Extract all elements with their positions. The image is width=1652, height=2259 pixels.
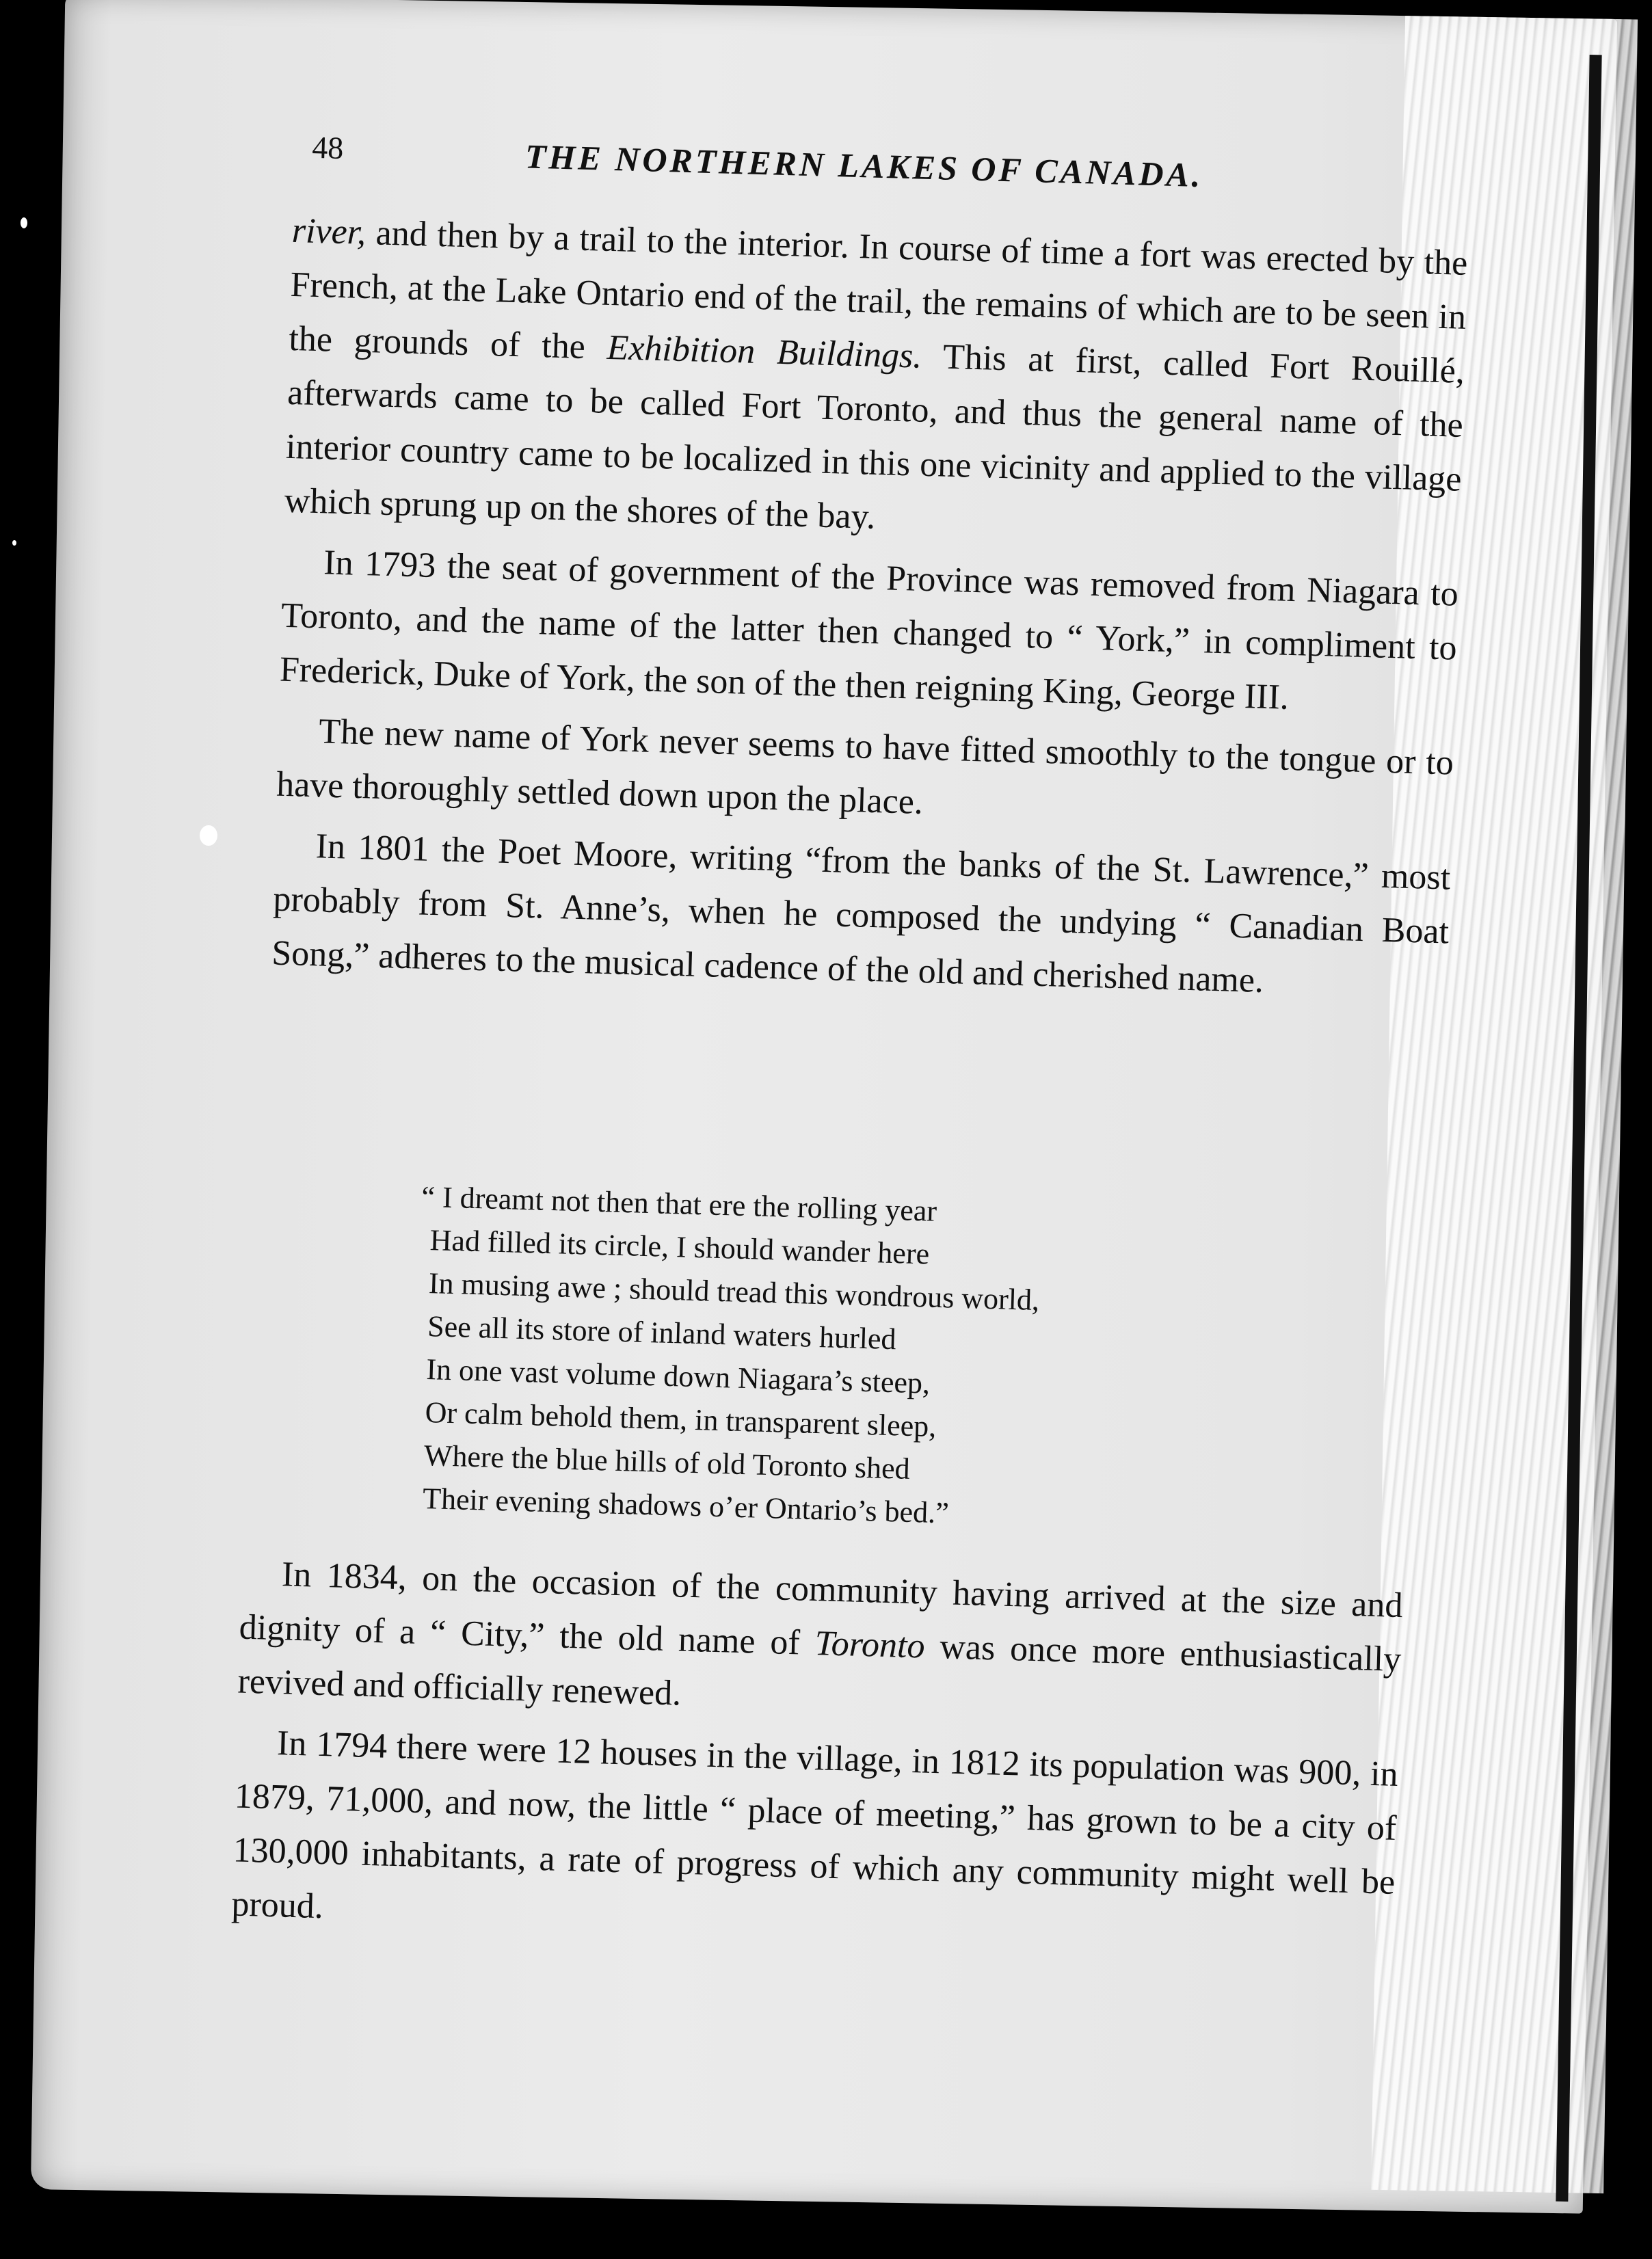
body-text-upper (271, 204, 1468, 1013)
body-text-lower (230, 1547, 1403, 1964)
poem-line: Their evening shadows o’er Ontario’s bed.” (422, 1481, 950, 1530)
paragraph (279, 535, 1459, 730)
paragraph (230, 1715, 1398, 1964)
text-run: In 1834, on the occasion of the community having arrived at the size and dignity of a “ City,” the old name of (239, 1555, 1404, 1663)
paragraph (237, 1547, 1404, 1741)
text-run: In 1793 the seat of government of the Province was removed from Niagara to Toronto, and the name of the latter then changed to “ York,” in compliment to Frederick, Duke of York, the son of the then reigning King, George III. (279, 543, 1459, 717)
poem-line: Where the blue hills of old Toronto shed (423, 1439, 911, 1486)
text-run: The new name of York never seems to have fitted smoothly to the tongue or to have thoroughly settled down upon the place. (276, 712, 1454, 823)
poem-line: Had filled its circle, I should wander here (429, 1223, 930, 1271)
running-head: THE NORTHERN LAKES OF CANADA. (524, 137, 1204, 195)
text-run: was once more enthusiastically revived and officially renewed. (237, 1627, 1402, 1713)
text-run: and then by a trail to the interior. In course of time a fort was erected by the French, at the Lake Ontario end of the trail, the remains of which are to be seen in the grounds of the (288, 213, 1469, 367)
page-number: 48 (311, 129, 345, 165)
dust-speck (12, 540, 16, 546)
dust-speck (200, 825, 217, 846)
poem-quotation (422, 1175, 1042, 1537)
italic-text: river, (291, 211, 367, 252)
text-run: In 1801 the Poet Moore, writing “from the banks of the St. Lawrence,” most probably from St. Anne’s, when he composed the undying “ Canadian Boat Song,” adheres to the musical cadence of the old and cherished name. (271, 827, 1451, 1001)
poem-line: Or calm behold them, in transparent sleep, (425, 1395, 937, 1443)
italic-text: Exhibition Buildings. (606, 328, 923, 376)
poem-line: In one vast volume down Niagara’s steep, (425, 1352, 931, 1400)
paragraph (284, 204, 1469, 561)
text-run: In 1794 there were 12 houses in the village, in 1812 its population was 900, in 1879, 71,000, and now, the little “ place of meeting,” has grown to be a city of 130,000 inhabitants, a rate of progress of which any community might well be proud. (230, 1724, 1399, 1927)
italic-text: Toronto (814, 1624, 926, 1666)
dust-speck (21, 217, 27, 228)
paragraph (271, 818, 1451, 1013)
text-run: This at first, called Fort Rouillé, afterwards came to be called Fort Toronto, and thus the general name of the interior country came to be localized in this one vicinity and applied to the village which sprung up on the shores of the bay. (284, 336, 1465, 537)
poem-line: In musing awe ; should tread this wondrous world, (428, 1266, 1040, 1318)
poem-line: See all its store of inland waters hurled (427, 1309, 897, 1356)
poem-line: “ I dreamt not then that ere the rolling year (421, 1179, 937, 1228)
